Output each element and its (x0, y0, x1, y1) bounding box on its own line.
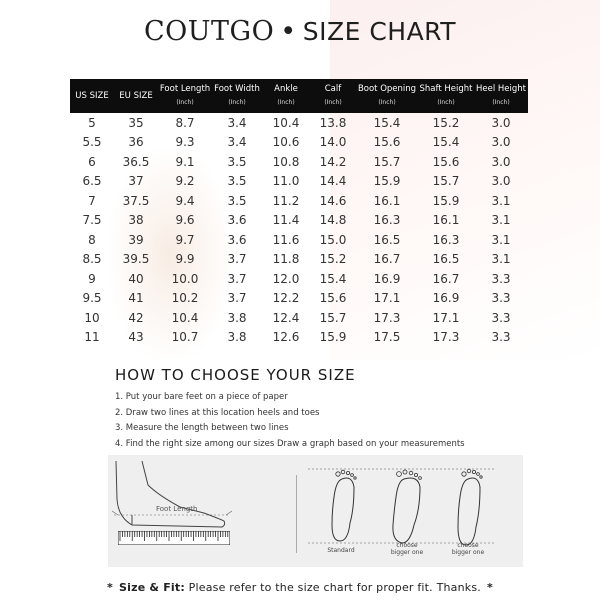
table-cell: 36.5 (122, 154, 150, 169)
footer-bold-label: Size & Fit: (119, 581, 185, 594)
table-row (70, 269, 528, 289)
table-cell: 17.1 (373, 291, 401, 306)
title-separator: • (280, 16, 297, 47)
table-cell: 8.5 (82, 252, 102, 267)
table-cell: 15.0 (319, 232, 347, 247)
table-cell: 16.5 (373, 232, 401, 247)
table-cell: 9.3 (175, 135, 195, 150)
column-header-label: Foot Width (214, 84, 260, 94)
column-header-unit: (Inch) (378, 99, 396, 106)
table-cell: 10.6 (272, 135, 300, 150)
table-cell: 14.8 (319, 213, 347, 228)
table-cell: 15.2 (319, 252, 347, 267)
table-cell: 15.2 (432, 115, 460, 130)
table-cell: 10 (84, 310, 100, 325)
table-cell: 41 (128, 291, 144, 306)
title-text: SIZE CHART (302, 17, 456, 46)
table-cell: 43 (128, 330, 144, 345)
table-cell: 42 (128, 310, 144, 325)
table-row (70, 113, 528, 133)
table-cell: 9.2 (175, 174, 195, 189)
table-cell: 16.7 (432, 271, 460, 286)
table-cell: 9 (88, 271, 96, 286)
table-cell: 3.0 (491, 115, 511, 130)
ruler-icon (118, 531, 230, 545)
table-cell: 3.6 (227, 213, 247, 228)
footer-star-right: * (486, 581, 493, 594)
table-cell: 12.0 (272, 271, 300, 286)
table-cell: 3.5 (227, 174, 247, 189)
step-3: 3. Measure the length between two lines (115, 423, 289, 433)
table-row (70, 289, 528, 309)
table-cell: 14.2 (319, 154, 347, 169)
table-cell: 7.5 (82, 213, 102, 228)
table-row (70, 133, 528, 153)
table-cell: 16.3 (373, 213, 401, 228)
caption-standard: Standard (327, 547, 355, 554)
how-to-steps (115, 390, 465, 452)
page-title (0, 16, 600, 47)
table-cell: 3.7 (227, 291, 247, 306)
table-cell: 3.3 (491, 310, 511, 325)
table-cell: 3.8 (227, 310, 247, 325)
table-cell: 15.9 (319, 330, 347, 345)
table-row (70, 152, 528, 172)
foot-length-label: Foot Length (156, 505, 198, 513)
table-cell: 15.6 (319, 291, 347, 306)
column-header (262, 79, 310, 113)
step-2: 2. Draw two lines at this location heels and toes (115, 407, 320, 418)
column-header-label: Shaft Height (419, 84, 473, 94)
table-cell: 10.0 (171, 271, 199, 286)
table-cell: 3.1 (491, 232, 511, 247)
table-cell: 11.0 (272, 174, 300, 189)
table-cell: 11.4 (272, 213, 300, 228)
column-header-unit: (Inch) (277, 99, 295, 106)
table-cell: 3.4 (227, 135, 247, 150)
table-cell: 11.2 (272, 193, 300, 208)
table-row (70, 211, 528, 231)
table-cell: 15.4 (432, 135, 460, 150)
table-cell: 9.6 (175, 213, 195, 228)
column-header-label: US SIZE (75, 90, 109, 101)
footer-star-left: * (107, 581, 113, 594)
table-cell: 6.5 (82, 174, 102, 189)
column-header (310, 79, 356, 113)
column-header-label: EU SIZE (119, 90, 153, 101)
table-cell: 11 (84, 330, 100, 345)
brand-name: COUTGO (144, 16, 275, 47)
table-cell: 15.4 (373, 115, 401, 130)
table-cell: 10.4 (171, 310, 199, 325)
table-cell: 10.2 (171, 291, 199, 306)
column-header-label: Boot Opening (357, 84, 417, 94)
table-cell: 14.6 (319, 193, 347, 208)
table-cell: 3.7 (227, 252, 247, 267)
table-cell: 6 (88, 154, 96, 169)
footprint-comparison (308, 461, 518, 561)
table-cell: 3.8 (227, 330, 247, 345)
table-cell: 37.5 (122, 193, 150, 208)
table-cell: 17.3 (373, 310, 401, 325)
column-header (474, 79, 528, 113)
column-header (114, 79, 158, 113)
column-header (212, 79, 262, 113)
step-1: 1. Put your bare feet on a piece of paper (115, 392, 288, 402)
table-cell: 10.7 (171, 330, 199, 345)
table-cell: 15.6 (432, 154, 460, 169)
table-cell: 3.0 (491, 154, 511, 169)
table-cell: 17.3 (432, 330, 460, 345)
size-chart-table (70, 79, 528, 347)
table-cell: 3.0 (491, 174, 511, 189)
table-row (70, 328, 528, 348)
table-cell: 16.5 (432, 252, 460, 267)
foot-side-illustration (108, 455, 278, 567)
column-header (418, 79, 474, 113)
footer-text: Please refer to the size chart for proper fit. Thanks. (184, 581, 481, 594)
table-row (70, 308, 528, 328)
table-cell: 3.7 (227, 271, 247, 286)
table-cell: 9.7 (175, 232, 195, 247)
column-header (356, 79, 418, 113)
table-cell: 15.9 (373, 174, 401, 189)
table-cell: 35 (128, 115, 144, 130)
table-cell: 8 (88, 232, 96, 247)
table-cell: 39 (128, 232, 144, 247)
table-cell: 16.7 (373, 252, 401, 267)
column-header-label: Calf (324, 84, 342, 94)
table-header-row (70, 79, 528, 113)
table-cell: 11.8 (272, 252, 300, 267)
column-header (158, 79, 212, 113)
table-cell: 3.4 (227, 115, 247, 130)
table-cell: 38 (128, 213, 144, 228)
table-cell: 12.2 (272, 291, 300, 306)
table-cell: 3.1 (491, 252, 511, 267)
table-cell: 40 (128, 271, 144, 286)
column-header-label: Heel Height (475, 84, 526, 94)
table-cell: 3.1 (491, 193, 511, 208)
table-cell: 15.7 (319, 310, 347, 325)
table-cell: 17.5 (373, 330, 401, 345)
table-cell: 16.1 (432, 213, 460, 228)
column-header-unit: (Inch) (228, 99, 246, 106)
column-header-label: Ankle (274, 84, 298, 94)
table-cell: 5 (88, 115, 96, 130)
table-cell: 3.3 (491, 330, 511, 345)
table-cell: 7 (88, 193, 96, 208)
table-cell: 16.3 (432, 232, 460, 247)
table-cell: 15.7 (373, 154, 401, 169)
table-cell: 15.6 (373, 135, 401, 150)
table-cell: 3.6 (227, 232, 247, 247)
footprint-wide-icon (393, 470, 421, 543)
step-4: 4. Find the right size among our sizes Draw a graph based on your measurements (115, 438, 465, 449)
measurement-diagram-panel (108, 455, 523, 567)
table-row (70, 250, 528, 270)
table-cell: 16.9 (432, 291, 460, 306)
size-fit-note (0, 581, 600, 594)
table-row (70, 172, 528, 192)
table-cell: 3.3 (491, 271, 511, 286)
table-cell: 5.5 (82, 135, 102, 150)
table-cell: 3.5 (227, 193, 247, 208)
table-cell: 3.1 (491, 213, 511, 228)
how-to-heading: HOW TO CHOOSE YOUR SIZE (115, 366, 356, 384)
table-cell: 13.8 (319, 115, 347, 130)
column-header-unit: (Inch) (492, 99, 510, 106)
table-cell: 39.5 (122, 252, 150, 267)
table-cell: 8.7 (175, 115, 195, 130)
table-cell: 12.6 (272, 330, 300, 345)
table-cell: 17.1 (432, 310, 460, 325)
table-row (70, 191, 528, 211)
table-cell: 14.0 (319, 135, 347, 150)
table-cell: 3.3 (491, 291, 511, 306)
table-cell: 9.5 (82, 291, 102, 306)
table-cell: 9.9 (175, 252, 195, 267)
table-cell: 3.0 (491, 135, 511, 150)
table-cell: 15.9 (432, 193, 460, 208)
table-row (70, 230, 528, 250)
column-header-unit: (Inch) (176, 99, 194, 106)
footprint-standard-icon (332, 470, 356, 541)
table-cell: 12.4 (272, 310, 300, 325)
table-cell: 36 (128, 135, 144, 150)
caption-choose-bigger-2: choose bigger one (451, 542, 485, 556)
table-cell: 14.4 (319, 174, 347, 189)
caption-choose-bigger-1: choose bigger one (390, 542, 424, 556)
table-cell: 15.4 (319, 271, 347, 286)
table-body (70, 113, 528, 347)
table-cell: 9.4 (175, 193, 195, 208)
panel-divider (296, 475, 297, 553)
table-cell: 9.1 (175, 154, 195, 169)
footprint-long-icon (458, 469, 482, 545)
column-header-unit: (Inch) (437, 99, 455, 106)
table-cell: 10.4 (272, 115, 300, 130)
table-cell: 16.1 (373, 193, 401, 208)
table-cell: 15.7 (432, 174, 460, 189)
column-header-unit: (Inch) (324, 99, 342, 106)
column-header (70, 79, 114, 113)
table-cell: 3.5 (227, 154, 247, 169)
table-cell: 16.9 (373, 271, 401, 286)
table-cell: 37 (128, 174, 144, 189)
table-cell: 10.8 (272, 154, 300, 169)
column-header-label: Foot Length (159, 84, 211, 94)
table-cell: 11.6 (272, 232, 300, 247)
